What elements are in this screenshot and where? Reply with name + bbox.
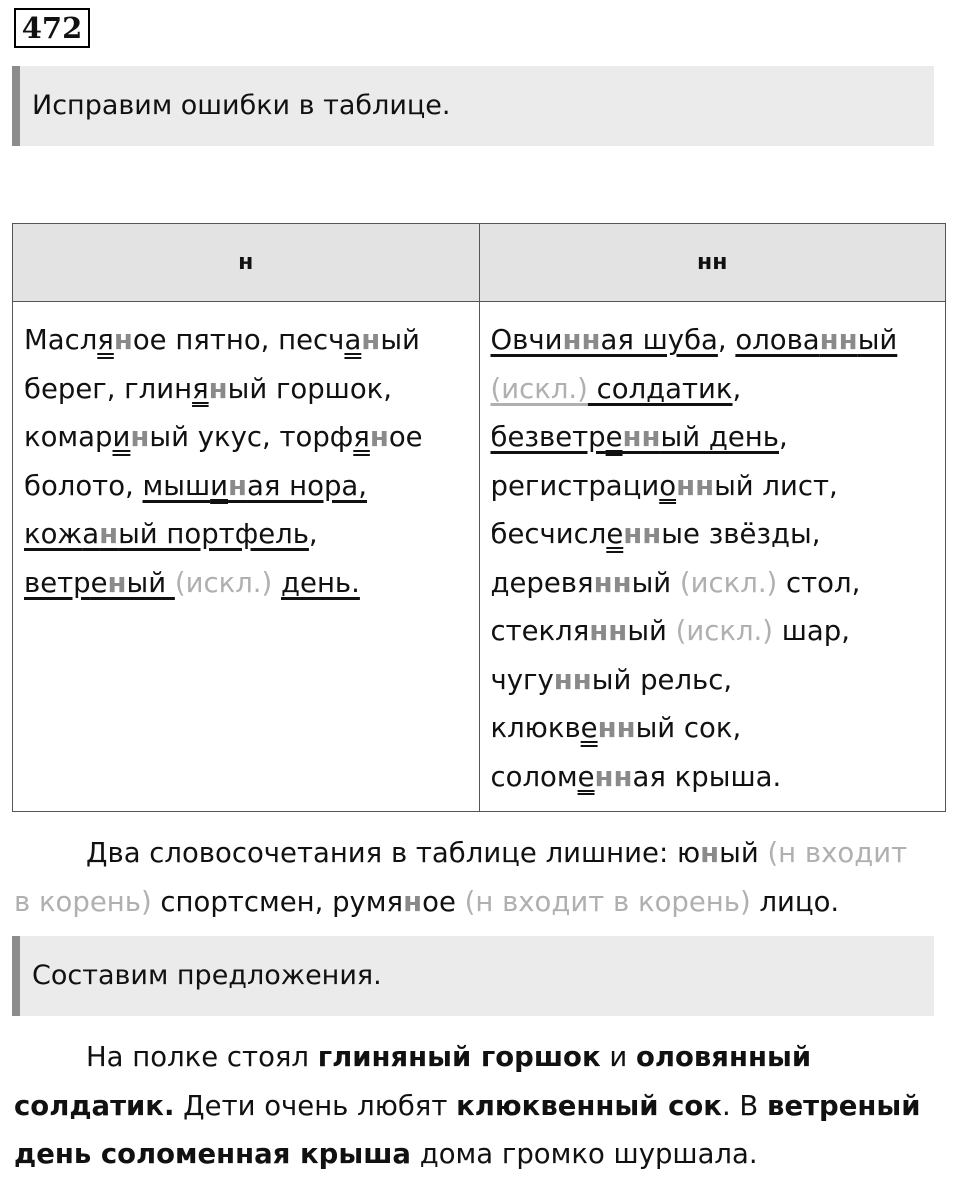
text-line: бесчисленные звёзды, (490, 518, 821, 550)
task-banner-fix-errors: Исправим ошибки в таблице. (12, 66, 934, 146)
extra-phrases-paragraph: Два словосочетания в таблице лишние: юный (н входит в корень) спортсмен, румяное (н входит в корень) лицо. (14, 837, 908, 918)
text-line: безветренный день, (490, 421, 788, 453)
column-nn-words (479, 302, 946, 812)
text-line: стеклянный (искл.) шар, (490, 615, 850, 647)
exercise-number: 472 (14, 8, 90, 48)
text-line: комариный укус, торфяное (24, 421, 423, 453)
text-line: кожаный портфель, (24, 518, 318, 550)
text-line: деревянный (искл.) стол, (490, 566, 861, 599)
column-header-n: н (13, 224, 480, 302)
text-line: клюквенный сок, (490, 712, 742, 744)
text-line: берег, глиняный горшок, (24, 372, 393, 405)
column-n-words (13, 302, 480, 812)
n-nn-table (12, 223, 946, 812)
text-line: чугунный рельс, (490, 663, 733, 696)
text-line: регистрационный лист, (490, 469, 838, 502)
text-line: болото, мышиная нора, (24, 469, 368, 502)
column-header-nn: нн (479, 224, 946, 302)
text-line: (искл.) солдатик, (490, 372, 742, 405)
task-banner-make-sentences: Составим предложения. (12, 936, 934, 1016)
text-line: Овчинная шуба, олованный (490, 324, 898, 356)
sentences-paragraph: На полке стоял глиняный горшок и оловянный солдатик. Дети очень любят клюквенный сок. В ветреный день соломенная крыша дома громко шуршала. (14, 1041, 921, 1170)
text-line: ветреный (искл.) день. (24, 566, 360, 599)
text-line: соломенная крыша. (490, 760, 782, 793)
text-line: Масляное пятно, песчаный (24, 324, 420, 356)
